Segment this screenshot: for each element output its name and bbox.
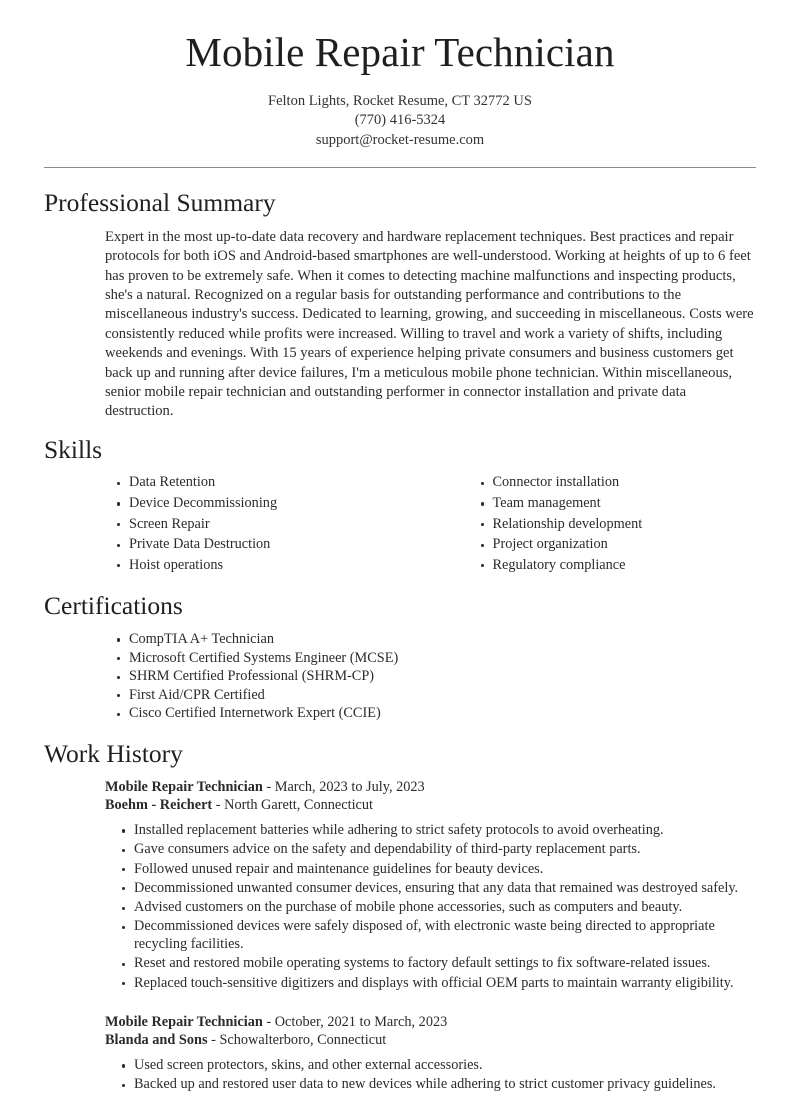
certification-list-item: First Aid/CPR Certified [117,687,756,705]
certification-list-item: SHRM Certified Professional (SHRM-CP) [117,668,756,686]
work-history-entry [105,1013,756,1094]
page-title: Mobile Repair Technician [0,30,800,76]
section-certifications [0,591,800,723]
skills-column-left [117,474,437,577]
certifications-list [117,631,756,723]
professional-summary-text: Expert in the most up-to-date data recovery and hardware replacement techniques. Best practices and repair protocols for both iOS and Android-based smartphones are well-understood. Working at heights of up to 6 feet has proven to be extremely safe. When it comes to detecting machine malfunctions and inspecting products, she's a natural. Recognized on a regular basis for outstanding performance and contributions to the miscellaneous industry's success. Dedicated to learning, growing, and succeeding in miscellaneous. Costs were consistently reduced while profits were increased. Willing to travel and work a variety of shifts, including weekends and evenings. With 15 years of experience helping private consumers and business customers get back up and running after device failures, I'm a meticulous mobile phone technician. Within miscellaneous, senior mobile repair technician and outstanding performer in connector installation and private data destruction. [105,228,756,422]
skill-list-item: Hoist operations [117,557,437,575]
job-bullet-item: Followed unused repair and maintenance guidelines for beauty devices. [122,861,756,879]
job-bullet-item: Used screen protectors, skins, and other external accessories. [122,1057,756,1075]
contact-email: support@rocket-resume.com [0,131,800,150]
professional-summary-body [44,228,756,422]
job-bullet-item: Decommissioned unwanted consumer devices, ensuring that any data that remained was destroyed safely. [122,880,756,898]
job-company-line [105,1031,756,1049]
job-title-date-separator: - [263,1014,275,1030]
section-work-history [0,739,800,1094]
job-bullets [105,1057,756,1094]
skill-list-item: Connector installation [481,474,757,492]
skill-list-item: Device Decommissioning [117,495,437,513]
section-title-work-history: Work History [44,739,756,770]
job-title: Mobile Repair Technician [105,1014,263,1030]
header-divider [44,167,756,168]
job-title-line [105,778,756,796]
job-company-location-separator: - [212,797,224,813]
job-bullet-item: Backed up and restored user data to new devices while adhering to strict customer privacy guidelines. [122,1076,756,1094]
section-title-professional-summary: Professional Summary [44,188,756,219]
certification-list-item: Cisco Certified Internetwork Expert (CCIE) [117,705,756,723]
skill-list-item: Relationship development [481,516,757,534]
skills-list-left [117,474,437,574]
job-location: Schowalterboro, Connecticut [219,1032,386,1048]
contact-address: Felton Lights, Rocket Resume, CT 32772 US [0,92,800,111]
job-bullet-list [122,822,756,993]
job-location: North Garett, Connecticut [224,797,373,813]
job-bullet-item: Reset and restored mobile operating systems to factory default settings to fix software-related issues. [122,955,756,973]
job-title-date-separator: - [263,779,275,795]
skill-list-item: Regulatory compliance [481,557,757,575]
skill-list-item: Data Retention [117,474,437,492]
resume-header [0,0,800,150]
job-title-line [105,1013,756,1031]
section-title-certifications: Certifications [44,591,756,622]
job-company-location-separator: - [208,1032,220,1048]
job-bullet-list [122,1057,756,1094]
work-history-entry [105,778,756,993]
job-company: Blanda and Sons [105,1032,208,1048]
skill-list-item: Team management [481,495,757,513]
job-dates: October, 2021 to March, 2023 [275,1014,448,1030]
job-company: Boehm - Reichert [105,797,212,813]
skill-list-item: Private Data Destruction [117,536,437,554]
section-skills [0,435,800,578]
skill-list-item: Project organization [481,536,757,554]
certifications-body [44,631,756,723]
job-bullet-item: Installed replacement batteries while adhering to strict safety protocols to avoid overheating. [122,822,756,840]
job-bullet-item: Decommissioned devices were safely disposed of, with electronic waste being directed to appropriate recycling facilities. [122,918,756,954]
certification-list-item: CompTIA A+ Technician [117,631,756,649]
skills-list-right [481,474,757,574]
job-bullet-item: Gave consumers advice on the safety and dependability of third-party replacement parts. [122,841,756,859]
contact-phone: (770) 416-5324 [0,111,800,130]
certification-list-item: Microsoft Certified Systems Engineer (MCSE) [117,650,756,668]
section-professional-summary [0,188,800,422]
job-company-line [105,796,756,814]
skills-column-right [437,474,757,577]
work-history-jobs [44,778,756,1094]
job-bullet-item: Replaced touch-sensitive digitizers and displays with official OEM parts to maintain warranty eligibility. [122,975,756,993]
job-bullet-item: Advised customers on the purchase of mobile phone accessories, such as computers and beauty. [122,899,756,917]
section-title-skills: Skills [44,435,756,466]
job-dates: March, 2023 to July, 2023 [275,779,425,795]
skill-list-item: Screen Repair [117,516,437,534]
skills-columns [44,474,756,577]
job-title: Mobile Repair Technician [105,779,263,795]
job-bullets [105,822,756,993]
